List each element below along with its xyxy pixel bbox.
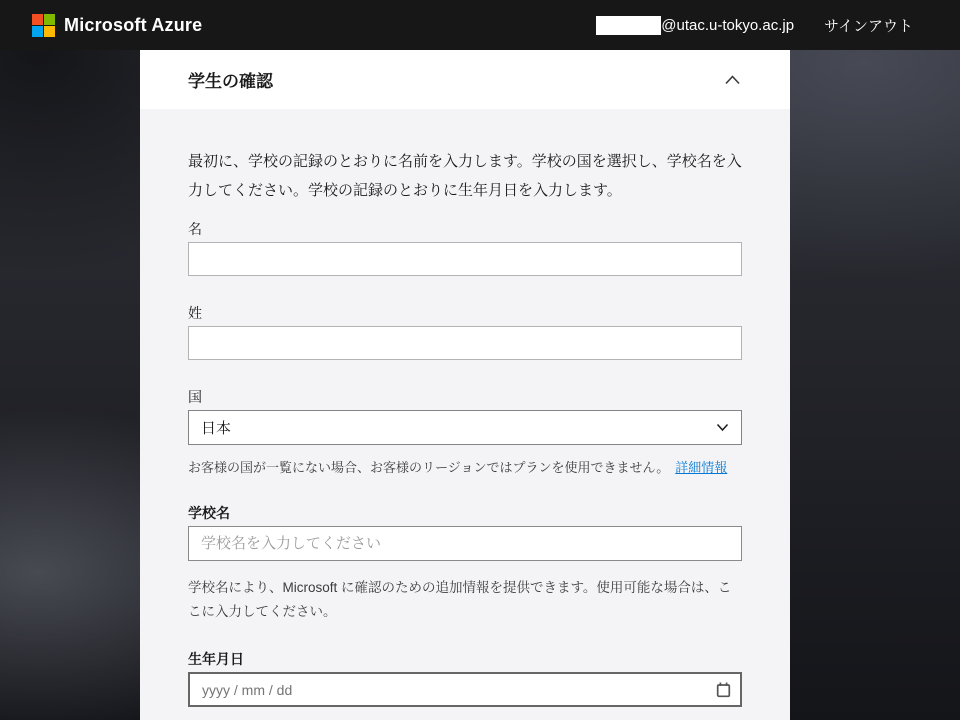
- country-selected-value: 日本: [201, 420, 232, 437]
- logo-square-green: [44, 14, 55, 25]
- country-help-text: [188, 457, 742, 478]
- chevron-down-icon: [716, 423, 729, 432]
- date-picker-button[interactable]: [714, 680, 733, 700]
- logo-square-red: [32, 14, 43, 25]
- logo-square-blue: [32, 26, 43, 37]
- page-background: [0, 50, 960, 720]
- logo-square-yellow: [44, 26, 55, 37]
- dob-input[interactable]: [188, 672, 742, 707]
- country-select[interactable]: [188, 410, 742, 445]
- last-name-input[interactable]: [188, 326, 742, 360]
- country-help-sentence: お客様の国が一覧にない場合、お客様のリージョンではプランを使用できません。: [188, 460, 670, 475]
- brand-name: Microsoft Azure: [64, 14, 203, 35]
- calendar-icon: [716, 682, 731, 698]
- topbar: [0, 0, 960, 50]
- first-name-field-group: [188, 220, 742, 276]
- chevron-up-icon: [724, 74, 741, 86]
- sign-out-link[interactable]: サインアウト: [824, 17, 913, 35]
- dob-input-wrapper: [188, 672, 742, 707]
- collapse-section-button[interactable]: [720, 70, 745, 90]
- account-area: [596, 15, 913, 36]
- microsoft-logo-icon: [32, 14, 55, 37]
- school-name-input[interactable]: [188, 526, 742, 561]
- azure-home-link[interactable]: [32, 14, 202, 37]
- panel-title: 学生の確認: [188, 72, 273, 91]
- first-name-label: 名: [188, 221, 202, 237]
- redacted-username-box: [596, 16, 661, 35]
- school-help-text: 学校名により、Microsoft に確認のための追加情報を提供できます。使用可能な場合は、ここに入力してください。: [188, 580, 732, 619]
- dob-field-group: [188, 650, 742, 707]
- school-name-label: 学校名: [188, 505, 230, 521]
- intro-text: 最初に、学校の記録のとおりに名前を入力します。学校の国を選択し、学校名を入力してください。学校の記録のとおりに生年月日を入力します。: [188, 153, 742, 199]
- country-label: 国: [188, 389, 202, 405]
- panel-header: [140, 50, 790, 109]
- panel-body: [140, 109, 790, 720]
- last-name-field-group: [188, 304, 742, 360]
- account-email-domain: @utac.u-tokyo.ac.jp: [661, 16, 795, 34]
- country-field-group: [188, 388, 742, 478]
- first-name-input[interactable]: [188, 242, 742, 276]
- school-field-group: [188, 504, 742, 624]
- learn-more-link[interactable]: 詳細情報: [675, 460, 728, 475]
- last-name-label: 姓: [188, 305, 202, 321]
- student-verification-panel: [140, 50, 790, 720]
- dob-label: 生年月日: [188, 651, 244, 667]
